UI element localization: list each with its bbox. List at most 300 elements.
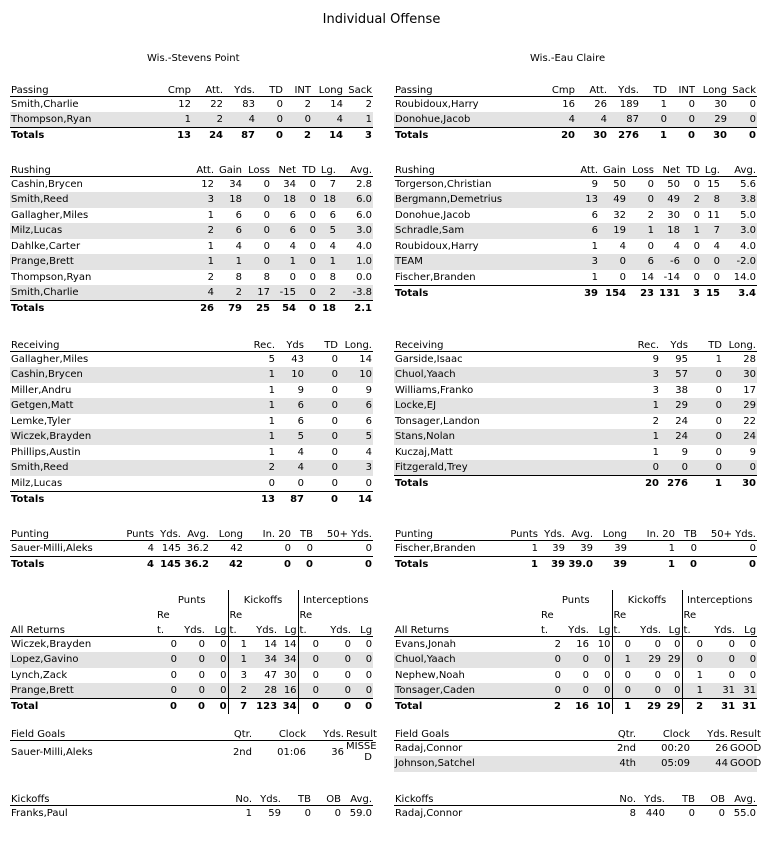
stat-cell: 2 [304,99,311,110]
stat-cell: 0 [590,652,612,668]
column-header: Qtr. [233,729,252,740]
column-header: Long. [344,340,372,351]
stat-cell: 6 [215,223,243,239]
stat-cell: 7 [701,223,721,239]
player-name: Johnson,Satchel [394,756,609,772]
stat-cell: 0 [206,652,228,668]
stat-cell: 6 [365,415,372,427]
stat-cell: 14 [330,99,343,110]
section-label: Receiving [395,340,444,351]
stat-cell: 17 [743,384,756,396]
stat-cell: 83 [242,99,255,110]
yds-header: Yds. [568,625,589,636]
stat-cell: 12 [201,179,214,190]
totals-label: Totals [10,491,160,507]
stat-cell: 15 [707,179,720,190]
stat-cell: 31 [704,699,736,715]
column-header: Sack [348,85,372,96]
column-header: Avg. [187,529,209,540]
stat-cell: 0 [674,639,681,650]
stat-cell: 0 [220,639,227,650]
table-row [10,383,373,399]
column-header: Avg. [734,794,756,805]
total-cell: 15 [701,285,721,301]
stat-cell: 1 [544,398,660,414]
column-header: Yds. [544,529,565,540]
stat-cell: 31 [704,683,736,699]
stat-cell: 0 [654,669,662,681]
column-header: Yds [286,340,304,351]
stat-cell: 26 [715,743,728,754]
player-name: Schradle,Sam [394,223,544,239]
totals-row [394,699,757,715]
total-cell: 0 [728,128,757,144]
stat-cell: 6 [297,415,304,427]
stat-cell: 0 [298,699,320,715]
stat-cell: 4 [235,240,242,252]
total-cell: 87 [276,491,305,507]
total-cell: 54 [271,301,297,317]
stat-cell: 1 [268,415,275,427]
stat-cell: 39 [552,542,565,554]
stat-cell: -2.0 [721,254,757,270]
column-header: Rec. [637,340,659,351]
stat-cell: 0 [305,398,339,414]
player-name: Milz,Lucas [10,223,160,239]
lg-header: Lg [668,625,681,636]
table-row [10,741,373,764]
player-name: Kuczaj,Matt [395,446,453,458]
section-label: Punting [395,529,433,540]
stat-cell: 0 [728,669,736,681]
stat-cell: 9 [749,446,756,458]
stat-cell: 5.6 [740,179,756,190]
stat-cell: 4 [713,240,720,252]
stat-cell: 1 [160,398,276,414]
stat-cell: 44 [691,756,729,772]
column-header: Rec. [253,340,275,351]
stat-cell: 4.0 [356,240,372,252]
stat-cell: 1 [228,652,248,668]
stat-cell: 0 [276,99,283,110]
stat-cell: -6 [655,254,681,270]
stat-cell: 4 [160,285,215,301]
section-label: Field Goals [11,729,66,740]
stat-cell: 0 [297,254,317,270]
stat-cell: 3 [160,192,215,208]
total-cell: 23 [627,285,655,301]
player-name: Cashin,Brycen [11,179,83,190]
player-name: Radaj,Connor [395,808,463,819]
player-name: Gallagher,Miles [11,354,89,365]
home-team-name: Wis.-Stevens Point [147,53,240,64]
total-cell: 24 [192,128,224,144]
stat-cell: 1 [591,240,598,252]
column-header: Yds. [260,794,281,805]
stat-cell: 0 [562,652,590,668]
table-row [10,285,373,301]
stat-cell: 49 [655,192,681,208]
table-row [10,414,373,430]
player-name: Fitzgerald,Trey [394,460,544,476]
stat-cell: 0 [365,542,372,554]
stat-cell: 123 [248,699,278,715]
stat-cell: 6 [276,398,305,414]
player-name: Donohue,Jacob [394,112,544,128]
player-name: Phillips,Austin [11,446,81,458]
stat-cell: 0 [668,112,696,128]
column-header: TB [684,529,697,540]
stat-cell: 2 [554,639,561,650]
table-row [10,367,373,383]
stat-cell: 1 [207,209,214,221]
ret-header-bottom: t. [612,621,632,637]
stat-cell: 6 [627,254,655,270]
stat-cell: 2nd [616,743,636,754]
player-name: Sauer-Milli,Aleks [11,746,93,758]
stat-cell: 50 [613,179,626,190]
stat-cell: 0 [206,683,228,699]
stat-cell: 4 [619,240,626,252]
return-group-header: Interceptions [682,590,757,606]
stat-cell: 0 [590,683,612,699]
total-cell: 39 [544,285,599,301]
table-row [394,541,757,557]
total-cell: 3 [681,285,701,301]
table-row [10,239,373,255]
total-cell: 2.1 [337,301,373,317]
stat-cell: 3.0 [337,223,373,239]
stat-cell: 0 [689,398,723,414]
stat-cell: 0 [674,669,681,681]
column-header: In. 20 [262,529,291,540]
column-header: INT [294,85,311,96]
total-cell: 18 [317,301,337,317]
total-cell: 30 [723,476,757,492]
table-row [394,806,757,822]
total-cell: 13 [160,491,276,507]
table-row [394,223,757,239]
return-group-header: Interceptions [298,590,373,606]
column-header: Net [662,165,680,176]
stat-cell: 1 [317,254,337,270]
stat-cell: 0.0 [356,271,372,283]
stat-cell: 2 [160,223,215,239]
stat-cell: 0 [309,179,316,190]
table-row [10,192,373,208]
table-row [394,97,757,113]
player-name: Smith,Charlie [11,99,79,110]
stat-cell: 18 [271,192,297,208]
total-cell: 1 [628,556,676,572]
column-header: Lg. [320,165,336,176]
table-row [394,756,757,772]
stat-cell: 47 [264,669,278,681]
ret-header-bottom: t. [157,625,165,636]
total-cell: 39 [594,556,628,572]
home-returns-table [10,590,373,714]
total-cell: 87 [224,128,256,144]
stat-cell: 0 [297,477,304,489]
stat-cell: 7 [329,179,336,190]
stat-cell: 4 [329,240,336,252]
stat-cell: 26 [594,99,607,110]
table-row [10,398,373,414]
stat-cell: 0 [701,254,721,270]
stat-cell: 24 [723,429,757,445]
stat-cell: 0 [749,99,756,110]
stat-cell: 0 [690,542,697,554]
stat-cell: 30 [283,669,297,681]
ret-header-bottom: t. [298,621,320,637]
stat-cell: 38 [675,384,688,396]
lg-header: Lg [214,625,227,636]
stat-cell: 4 [673,240,680,252]
home-rushing-table [10,161,373,316]
column-header: Yds. [323,729,344,740]
column-header: 50+ Yds. [326,529,372,540]
away-receiving-table [394,336,757,491]
total-cell: 26 [160,301,215,317]
stat-cell: 0 [718,808,725,819]
table-row [394,652,757,668]
table-row [10,223,373,239]
stat-cell: 0 [715,446,722,458]
stat-cell: 29 [632,699,662,715]
stat-cell: 1 [682,668,704,684]
stat-cell: 0 [544,460,660,476]
stat-cell: 0 [352,683,373,699]
player-name: Roubidoux,Harry [395,240,479,252]
stat-cell: 0 [309,209,316,221]
stat-cell: 12 [178,99,191,110]
stat-cell: 1 [268,384,275,396]
stat-cell: 2 [540,699,562,715]
total-cell: 1 [689,476,723,492]
total-cell: 30 [576,128,608,144]
lg-header: Lg [360,625,373,636]
total-cell: 36.2 [182,556,210,572]
column-header: Long. [728,340,756,351]
column-header: TB [682,794,695,805]
stat-cell: 10 [339,367,373,383]
stat-cell: 2 [652,415,659,427]
player-name: Garside,Isaac [395,354,463,365]
totals-row [10,301,373,317]
away-team-name: Wis.-Eau Claire [530,53,606,64]
stat-cell: 49 [599,192,627,208]
section-label: Kickoffs [11,794,50,805]
stat-cell: 29 [662,652,682,668]
totals-row [394,556,757,572]
total-cell: 25 [243,301,271,317]
stat-cell: 10 [590,699,612,715]
stat-cell: 1 [160,429,276,445]
column-header: Loss [248,165,270,176]
stat-cell: 0 [263,209,270,221]
stat-cell: 34 [229,179,242,190]
stat-cell: 0 [612,683,632,699]
section-label: Passing [11,85,49,96]
stat-cell: 30 [667,209,680,221]
stat-cell: 16 [278,683,298,699]
stat-cell: 0 [305,429,339,445]
stat-cell: 0 [723,460,757,476]
stat-cell: 0 [320,652,352,668]
stat-cell: 0 [289,271,296,283]
player-name: TEAM [394,254,544,270]
stat-cell: 2 [682,699,704,715]
table-row [394,192,757,208]
stat-cell: 0 [654,639,662,650]
stat-cell: 0 [693,240,700,252]
stat-cell: MISSE D [346,741,377,763]
away-returns-table [394,590,757,714]
stat-cell: 5 [339,429,373,445]
player-name: Total [10,699,156,715]
stat-cell: 0 [604,669,611,681]
table-row [394,112,757,128]
section-label: All Returns [395,625,449,636]
total-cell: 0 [668,128,696,144]
stat-cell: 0 [344,669,352,681]
total-cell: 145 [155,556,182,572]
stat-cell: 1 [681,223,701,239]
column-header: Sack [732,85,756,96]
stat-cell: 0 [693,209,700,221]
stat-cell: 4 [224,112,256,128]
total-cell: 0 [305,491,339,507]
away-passing-table [394,81,757,143]
column-header: Gain [219,165,242,176]
player-name: Gallagher,Miles [11,209,89,221]
stat-cell: 0 [263,240,270,252]
stat-cell: 0 [715,384,722,396]
table-row [10,254,373,270]
stat-cell: -14 [663,271,680,283]
total-cell: 0 [244,556,292,572]
stat-cell: 1 [612,699,632,715]
stat-cell: 18 [215,192,243,208]
totals-row [394,128,757,144]
column-header: Qtr. [617,729,636,740]
stat-cell: 0 [352,699,373,715]
stat-cell: 14 [264,639,278,650]
table-row [394,637,757,653]
stat-cell: 0 [693,271,700,283]
player-name: Chuol,Yaach [394,652,540,668]
stat-cell: 1 [268,446,275,458]
totals-label: Totals [10,128,160,144]
player-name: Dahlke,Carter [11,240,81,252]
stat-cell: 0 [297,192,317,208]
stat-cell: 17 [243,285,271,301]
return-group-header: Punts [177,594,206,606]
stat-cell: 3.0 [721,223,757,239]
player-name: Fischer,Branden [395,542,476,554]
column-header: OB [710,794,725,805]
stat-cell: 1 [271,254,297,270]
stat-cell: 0 [689,367,723,383]
table-row [10,112,373,128]
player-name: Franks,Paul [11,808,68,819]
column-header: OB [326,794,341,805]
stat-cell: 22 [743,415,756,427]
table-row [10,541,373,557]
column-header: Avg. [734,165,756,176]
stat-cell: 0 [682,652,704,668]
total-cell: 0 [676,556,698,572]
stat-cell: GOOD [729,756,757,772]
stat-cell: 0 [352,652,373,668]
stat-cell: 0 [689,429,723,445]
table-row [394,177,757,193]
stat-cell: 10 [276,367,305,383]
stat-cell: 0 [178,699,206,715]
stat-cell: 43 [291,354,304,365]
away-punting-table [394,525,757,572]
stat-cell: 0 [298,668,320,684]
stat-cell: 1 [627,223,655,239]
stat-cell: 0 [749,669,757,681]
stat-cell: 0 [334,808,341,819]
table-row [10,270,373,286]
stat-cell: 0 [688,808,695,819]
stat-cell: 34 [278,699,298,715]
total-cell: 4 [110,556,155,572]
stat-cell: 3 [228,668,248,684]
column-header: Avg. [571,529,593,540]
stat-cell: 0 [206,699,228,715]
stat-cell: 34 [278,652,298,668]
home-passing-table [10,81,373,143]
stat-cell: 0 [156,652,178,668]
stat-cell: 0 [198,669,205,681]
stat-cell: 5 [317,223,337,239]
stat-cell: 29 [632,652,662,668]
stat-cell: 8 [629,808,636,819]
stat-cell: 0 [256,112,284,128]
stat-cell: 4 [365,446,372,458]
column-header: Loss [632,165,654,176]
table-row [10,208,373,224]
stat-cell: 0 [627,192,655,208]
stat-cell: 4.0 [740,240,756,252]
stat-cell: 2 [215,285,243,301]
stat-cell: 0 [298,637,320,653]
stat-cell: 1 [215,254,243,270]
player-name: Nephew,Noah [395,669,465,681]
stat-cell: 0 [728,112,757,128]
return-group-header: Punts [561,594,590,606]
table-row [10,97,373,113]
stat-cell: 00:20 [661,743,690,754]
column-header: Att. [205,85,223,96]
column-header: Long [602,529,627,540]
stat-cell: 2 [160,460,276,476]
stat-cell: 2 [365,99,372,110]
stat-cell: 9 [297,384,304,396]
table-row [10,352,373,368]
stat-cell: 0 [554,669,561,681]
stat-cell: 0 [170,639,177,650]
home-field-goals-table [10,725,377,763]
stat-cell: 8 [701,192,721,208]
column-header: Att. [196,165,214,176]
stat-cell: 14 [283,639,297,650]
stat-cell: 9 [652,354,659,365]
stat-cell: 0 [156,683,178,699]
